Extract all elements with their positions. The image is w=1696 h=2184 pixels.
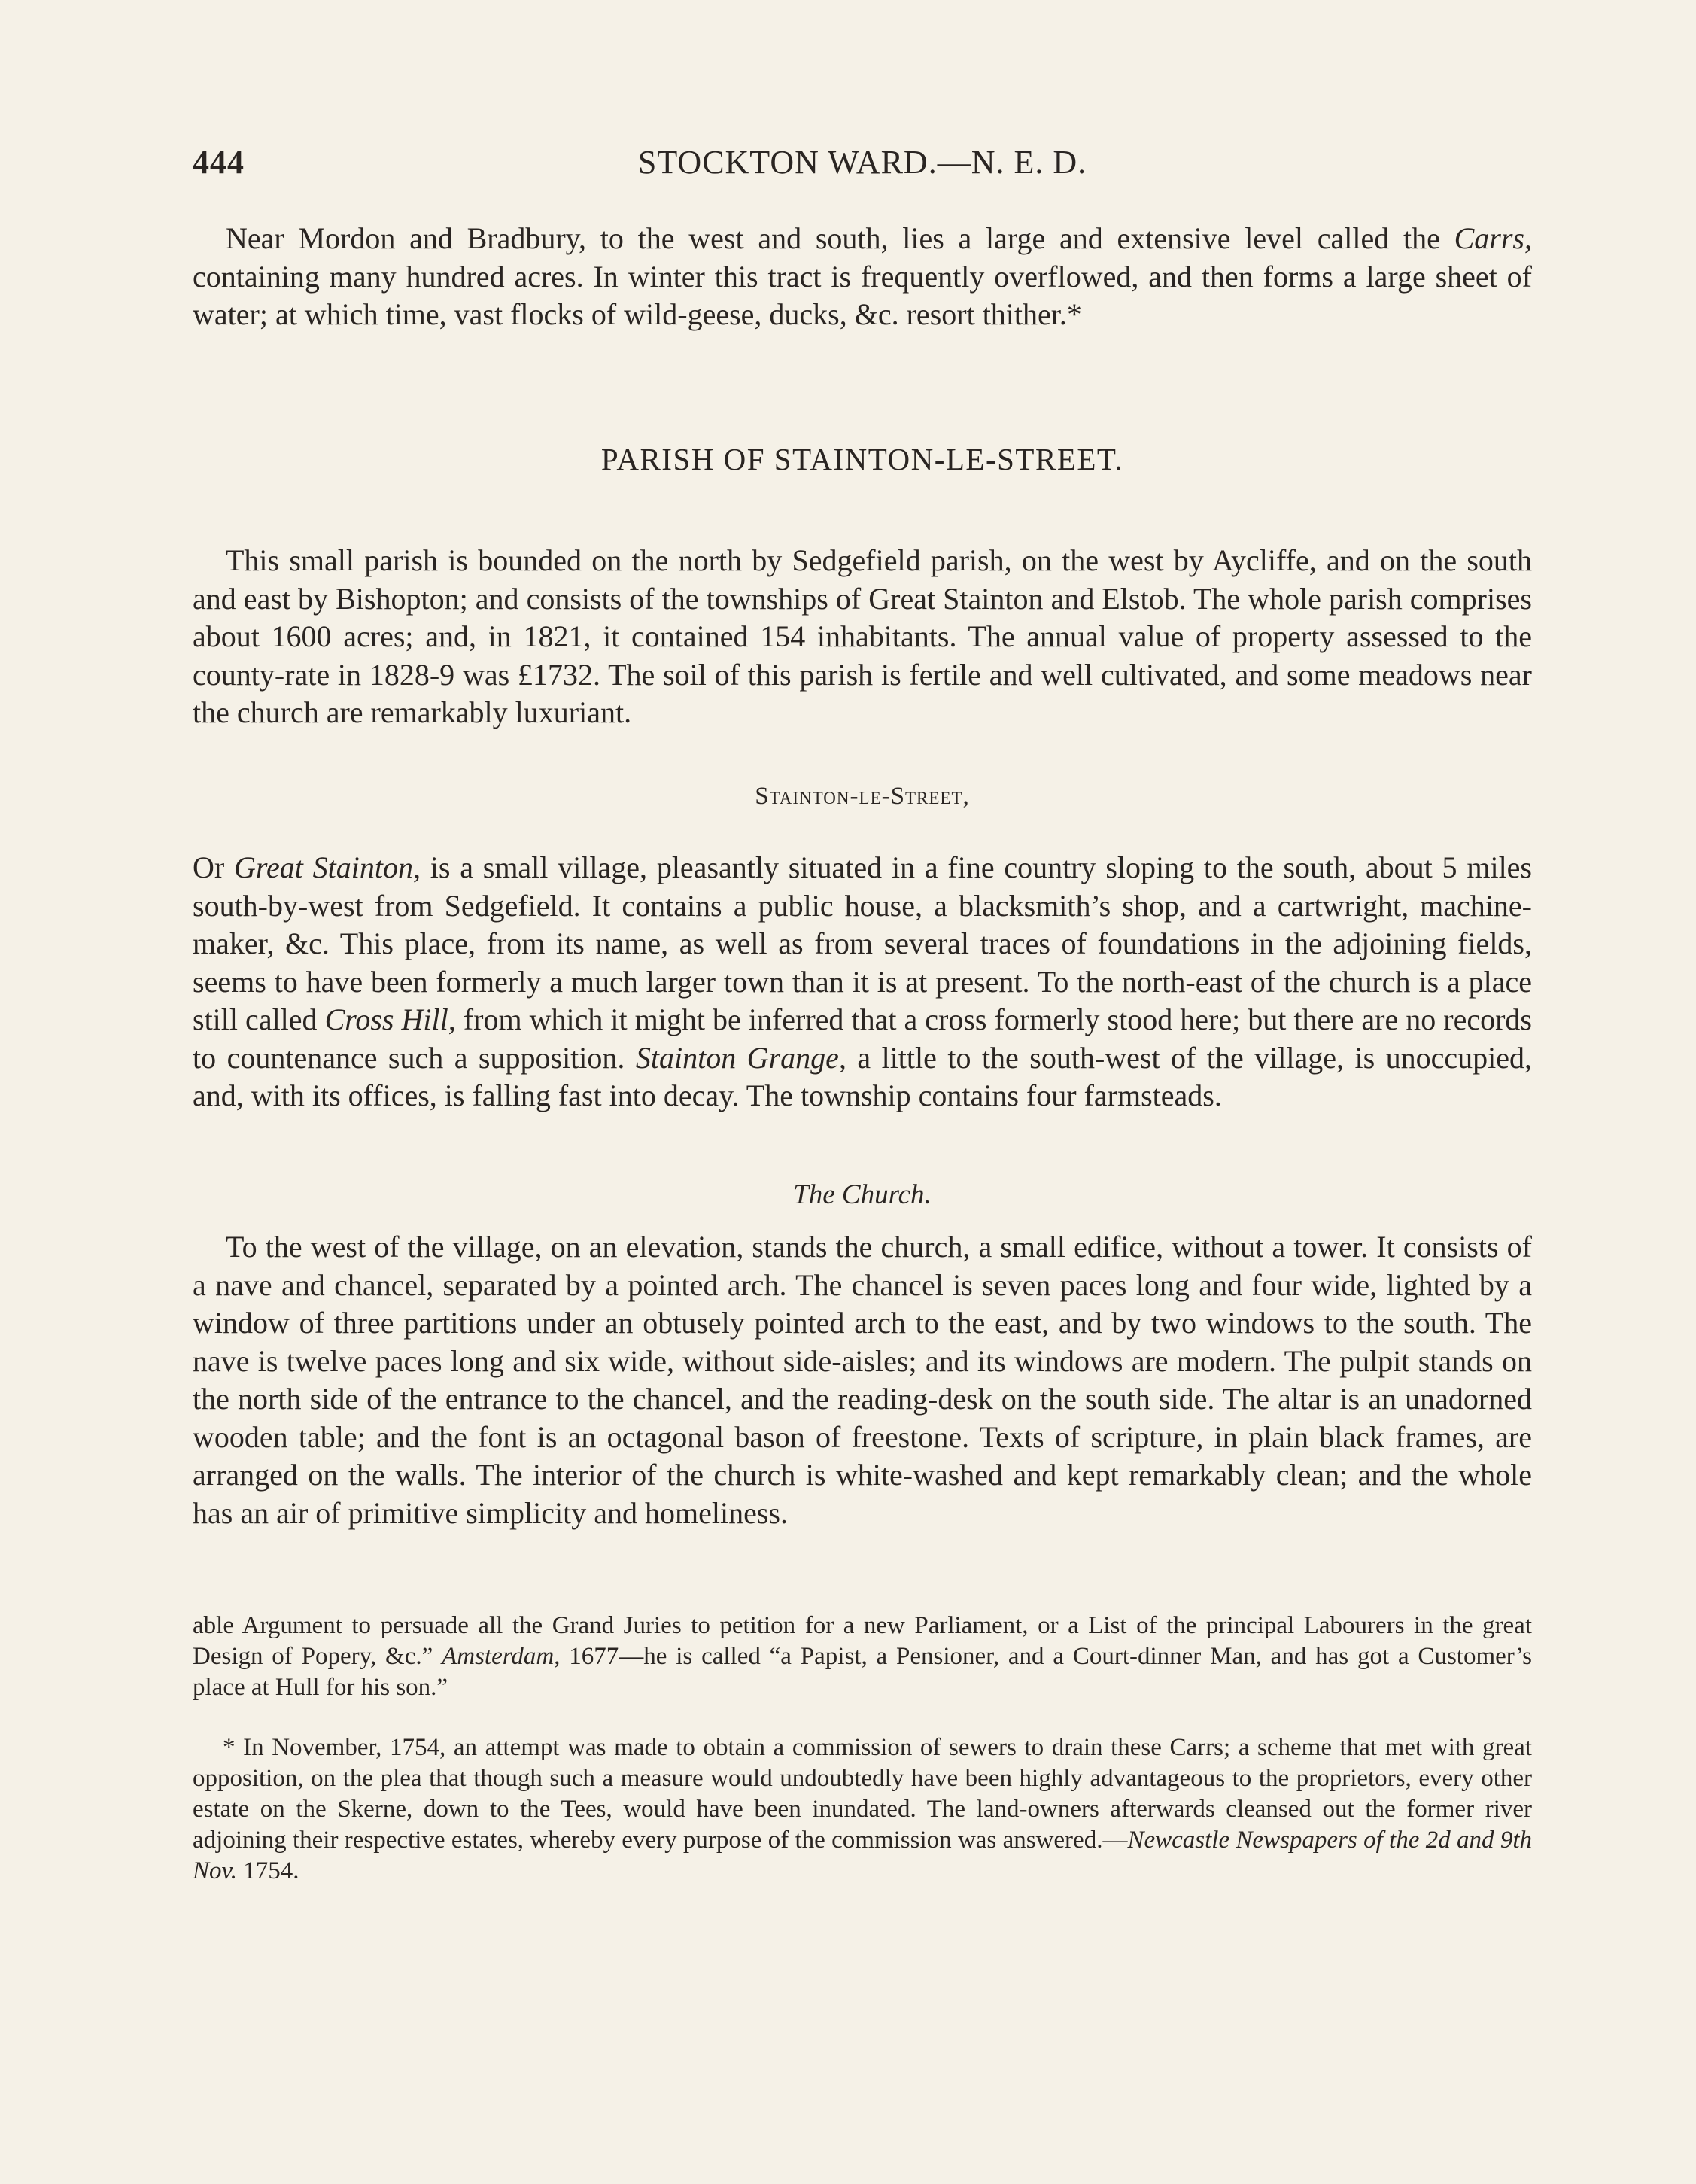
footnote-continued bbox=[193, 1611, 1532, 1703]
parish-paragraph-block bbox=[193, 542, 1532, 732]
village-text-3: from which it might be inferred that a cross formerly stood here; but there are no records to countenance such a supposition. bbox=[193, 1002, 1532, 1075]
intro-paragraph bbox=[193, 220, 1532, 334]
village-text-1: Or bbox=[193, 850, 234, 884]
amsterdam-term: Amsterdam, bbox=[442, 1643, 561, 1670]
footnote-star-text-1: * In November, 1754, an attempt was made to obtain a commission of sewers to drain these Carrs; a scheme that met with great opposition, on the plea that though such a measure would undoubtedly have been highly advantageous to the proprietors, every other estate on the Skerne, down to the Tees, would have been inundated. The land-owners afterwards cleansed out the former river adjoining their respective estates, whereby every purpose of the commission was answered.— bbox=[193, 1734, 1532, 1854]
cross-hill-term: Cross Hill, bbox=[324, 1002, 456, 1036]
footnote-continued-block bbox=[193, 1611, 1532, 1703]
church-paragraph-block bbox=[193, 1228, 1532, 1532]
intro-paragraph-block bbox=[193, 220, 1532, 334]
parish-title-block bbox=[193, 441, 1532, 477]
village-heading-block bbox=[193, 783, 1532, 811]
parish-title: PARISH OF STAINTON-LE-STREET. bbox=[600, 442, 1124, 476]
church-heading-block bbox=[193, 1179, 1532, 1211]
intro-text-2: containing many hundred acres. In winter this tract is frequently overflowed, and then forms a large sheet of water; at which time, vast flocks of wild-geese, ducks, &c. resort thither.* bbox=[193, 259, 1532, 331]
parish-paragraph: This small parish is bounded on the north by Sedgefield parish, on the west by Aycliffe, and on the south and east by Bishopton; and consists of the townships of Great Stainton and Elstob. The whole parish comprises about 1600 acres; and, in 1821, it contained 154 inhabitants. The annual value of property assessed to the county-rate in 1828-9 was £1732. The soil of this parish is fertile and well cultivated, and some meadows near the church are remarkably luxuriant. bbox=[193, 543, 1532, 729]
stainton-grange-term: Stainton Grange, bbox=[635, 1040, 846, 1075]
church-paragraph: To the west of the village, on an elevation, stands the church, a small edifice, without a tower. It consists of a nave and chancel, separated by a pointed arch. The chancel is seven paces long and four wide, lighted by a window of three partitions under an obtusely pointed arch to the east, and by two windows to the south. The nave is twelve paces long and six wide, without side-aisles; and its windows are modern. The pulpit stands on the north side of the entrance to the chancel, and the reading-desk on the south side. The altar is an unadorned wooden table; and the font is an octagonal bason of freestone. Texts of scripture, in plain black frames, are arranged on the walls. The interior of the church is white-washed and kept remarkably clean; and the whole has an air of primitive simplicity and homeliness. bbox=[193, 1230, 1532, 1530]
footnote-star-text-2: 1754. bbox=[236, 1857, 299, 1884]
page-number: 444 bbox=[193, 144, 245, 181]
footnote-star-block bbox=[193, 1732, 1532, 1887]
footnote-continued-text-1: able Argument to persuade all the Grand Juries to petition for a new Parliament, or a List of the principal Labourers in the great Design of Popery, &c.” bbox=[193, 1612, 1532, 1670]
page-header bbox=[193, 143, 1532, 188]
great-stainton-term: Great Stainton, bbox=[234, 850, 421, 884]
village-heading: Stainton-le-Street, bbox=[755, 783, 970, 810]
footnote-star bbox=[193, 1732, 1532, 1887]
footnote-continued-text-2: 1677—he is called “a Papist, a Pensioner, and a Court-dinner Man, and has got a Customer’s place at Hull for his son.” bbox=[193, 1643, 1532, 1701]
newspaper-source: Newcastle Newspapers of the 2d and 9th Nov. bbox=[193, 1827, 1532, 1884]
village-paragraph bbox=[193, 849, 1532, 1115]
village-text-4: a little to the south-west of the village, is unoccupied, and, with its offices, is falling fast into decay. The township contains four farmsteads. bbox=[193, 1040, 1533, 1112]
village-paragraph-block bbox=[193, 849, 1532, 1115]
running-title: STOCKTON WARD.—N. E. D. bbox=[637, 144, 1087, 181]
village-text-2: is a small village, pleasantly situated in a fine country sloping to the south, about 5 miles south-by-west from Sedgefield. It contains a public house, a blacksmith’s shop, and a cartwright, machine-maker, &c. This place, from its name, as well as from several traces of foundations in the adjoining fields, seems to have been formerly a much larger town than it is at present. To the north-east of the church is a place still called bbox=[193, 850, 1532, 1036]
carrs-term: Carrs, bbox=[1454, 221, 1532, 255]
church-heading: The Church. bbox=[793, 1179, 932, 1210]
intro-text-1: Near Mordon and Bradbury, to the west and south, lies a large and extensive level called the bbox=[226, 221, 1454, 255]
